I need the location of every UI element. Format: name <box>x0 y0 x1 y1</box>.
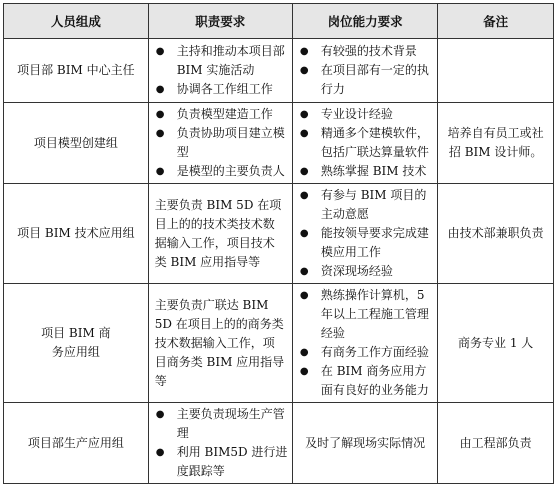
role-cell: 项目部 BIM 中心主任 <box>4 39 149 103</box>
notes-cell: 培养自有员工或社招 BIM 设计师。 <box>438 103 554 184</box>
abilities-text: 及时了解现场实际情况 <box>305 435 426 450</box>
responsibility-table <box>3 3 554 484</box>
list-item: ● 在 BIM 商务应用方面有良好的业务能力 <box>297 362 433 400</box>
role-cell <box>4 284 149 403</box>
list-item: ● 利用 BIM5D 进行进度跟踪等 <box>153 443 288 481</box>
abilities-cell <box>292 39 437 103</box>
duties-cell <box>148 39 292 103</box>
notes-cell <box>438 39 554 103</box>
notes-cell: 由工程部负责 <box>438 403 554 484</box>
notes-cell: 商务专业 1 人 <box>438 284 554 403</box>
header-abilities: 岗位能力要求 <box>292 4 437 39</box>
duties-text: 主要负责 BIM 5D 在项目上的的技术类技术数据输入工作，项目技术类 BIM 应用指导等 <box>154 197 282 269</box>
list-item: ● 熟练掌握 BIM 技术 <box>297 162 433 181</box>
abilities-cell <box>292 184 437 284</box>
list-item: ● 专业设计经验 <box>297 105 433 124</box>
table-row <box>4 103 554 184</box>
list-item: ● 负责协助项目建立模型 <box>153 124 288 162</box>
abilities-cell <box>292 403 437 484</box>
role-text: 项目 BIM 商务应用组 <box>41 326 111 359</box>
abilities-cell <box>292 284 437 403</box>
header-row <box>4 4 554 39</box>
role-cell: 项目部生产应用组 <box>4 403 149 484</box>
list-item: ● 能按领导要求完成建模应用工作 <box>297 224 433 262</box>
list-item: ● 在项目部有一定的执行力 <box>297 61 433 99</box>
duties-cell <box>148 403 292 484</box>
responsibility-table-wrapper <box>3 3 554 484</box>
list-item: ● 精通多个建模软件，包括广联达算量软件 <box>297 124 433 162</box>
duties-cell <box>148 103 292 184</box>
table-row <box>4 39 554 103</box>
list-item: ● 协调各工作组工作 <box>153 80 288 99</box>
duties-cell <box>148 284 292 403</box>
list-item: ● 资深现场经验 <box>297 262 433 281</box>
list-item: ● 负责模型建造工作 <box>153 105 288 124</box>
list-item: ● 有较强的技术背景 <box>297 42 433 61</box>
list-item: ● 主要负责现场生产管理 <box>153 405 288 443</box>
list-item: ● 有商务工作方面经验 <box>297 343 433 362</box>
list-item: ● 是模型的主要负责人 <box>153 162 288 181</box>
list-item: ● 主持和推动本项目部 BIM 实施活动 <box>153 42 288 80</box>
header-role: 人员组成 <box>4 4 149 39</box>
list-item: ● 熟练操作计算机，5 年以上工程施工管理经验 <box>297 286 433 343</box>
duties-text: 主要负责广联达 BIM 5D 在项目上的的商务类技术数据输入工作，项目商务类 BIM 应用指导等 <box>154 297 285 388</box>
table-row <box>4 184 554 284</box>
header-duties: 职责要求 <box>148 4 292 39</box>
header-notes: 备注 <box>438 4 554 39</box>
table-row <box>4 284 554 403</box>
table-row <box>4 403 554 484</box>
notes-cell: 由技术部兼职负责 <box>438 184 554 284</box>
duties-cell <box>148 184 292 284</box>
role-cell: 项目模型创建组 <box>4 103 149 184</box>
abilities-cell <box>292 103 437 184</box>
role-cell: 项目 BIM 技术应用组 <box>4 184 149 284</box>
list-item: ● 有参与 BIM 项目的主动意愿 <box>297 186 433 224</box>
